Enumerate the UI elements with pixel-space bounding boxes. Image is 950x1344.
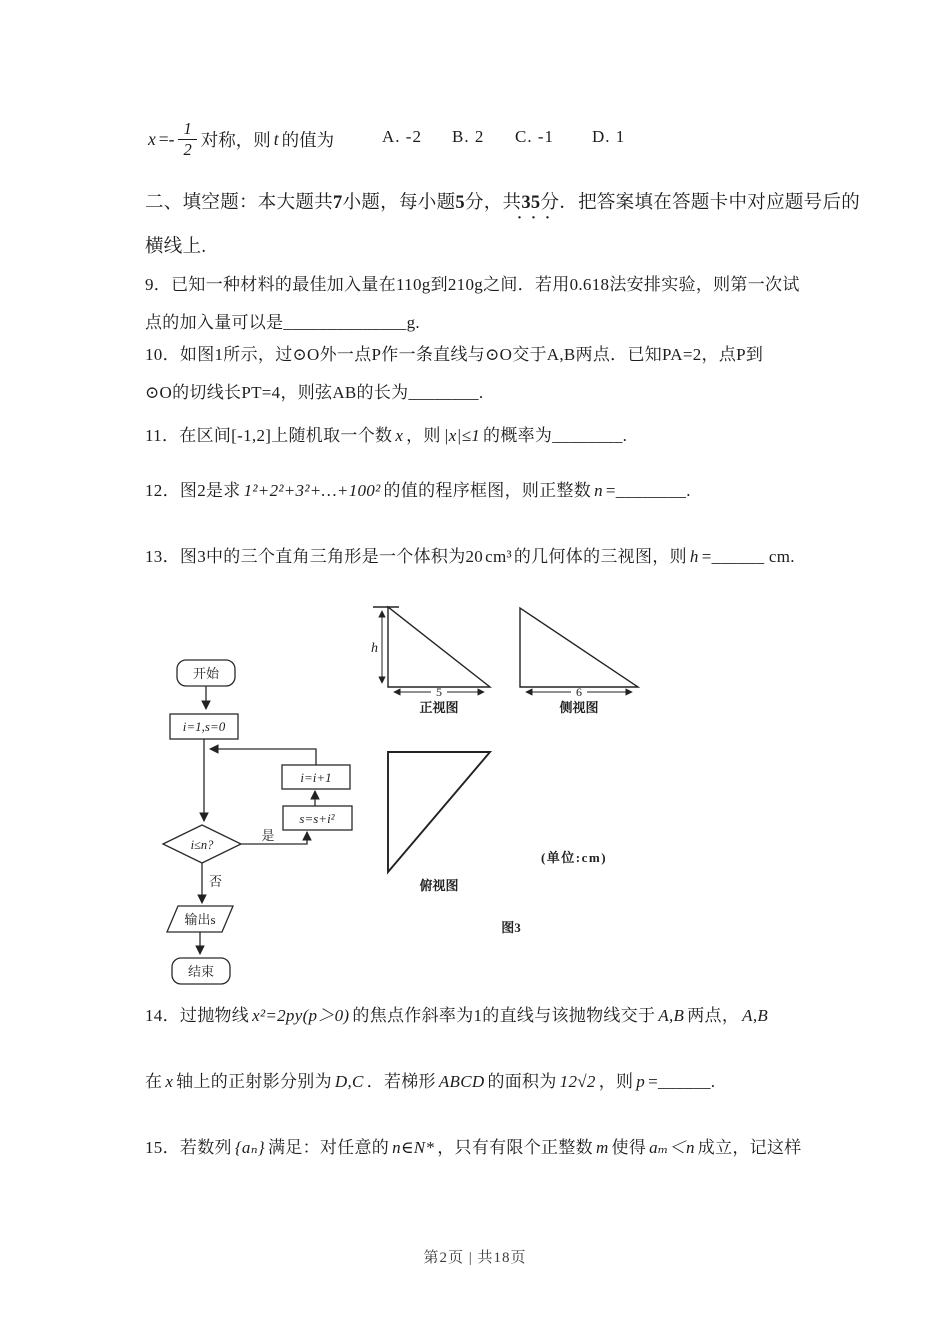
q15-text: 15．若数列 [145,1138,232,1157]
q13-text: 的几何体的三视图，则 [513,547,687,566]
q9-line2: 点的加入量可以是______________g. [145,313,420,332]
figure-3-views [373,607,638,872]
q14-trapezoid-abcd: ABCD [438,1072,485,1091]
fraction-numerator: 1 [183,119,192,139]
q8-option-d: D. 1 [592,127,626,146]
q14-line2 [145,1071,715,1092]
q14-var-p: p [636,1072,646,1091]
front-view-triangle [388,607,490,687]
q15-text: 使得 [611,1138,647,1157]
flow-start-label: 开始 [192,666,220,681]
q14-text: 的焦点作斜率为1的直线与该抛物线交于 [352,1006,656,1025]
top-view-label: 俯视图 [419,878,459,893]
flow-increment-label: i=i+1 [300,770,332,785]
q14-parabola-formula: x²=2py(p＞0) [252,1006,350,1025]
q11-text: ，则 [406,426,441,445]
side-view-label: 侧视图 [559,700,599,715]
page-footer: 第2页 | 共18页 [423,1250,527,1266]
q14-points-ab: A,B [658,1006,685,1025]
section-count: 7 [333,193,343,213]
q12-sum-formula: 1²+2²+3²+…+100² [243,481,381,500]
flow-output-label: 输出s [184,912,216,927]
q8-option-c: C. -1 [515,127,554,146]
section-heading-text: 分．把答案填在答题卡中对应题号后的 [540,193,861,213]
h-dimension-label: h [371,641,378,656]
flow-feedback-line [210,749,316,765]
section-heading-text: 二、填空题：本大题共 [145,193,334,213]
section-points-each: 5 [455,193,465,213]
flow-end-label: 结束 [187,964,215,979]
section-points-total: 35 [521,193,541,213]
q11-text: 11．在区间[-1,2]上随机取一个数 [145,426,393,445]
q8-var-t: t [273,128,279,149]
q15-var-m: m [595,1138,609,1157]
section-heading-text: 小题，每小题 [342,193,456,213]
q12-text: 12．图2是求 [145,481,241,500]
q14-text: 两点， [687,1006,740,1025]
q11-abs-x: |x|≤1 [443,426,481,445]
figure-3-caption: 图3 [501,920,521,935]
q12-text: =________. [605,481,691,500]
side-base-dimension: 6 [576,685,582,699]
q8-equals: =- [158,128,175,149]
q15-text: ，只有有限个正整数 [437,1138,593,1157]
q14-points-ab: A,B [742,1006,769,1025]
q14-text: 在 [145,1072,163,1091]
q15-n-in-nstar: n∈N* [392,1138,435,1157]
flow-yes-label: 是 [261,828,275,843]
front-view-label: 正视图 [419,700,459,715]
flow-condition-label: i≤n? [190,838,214,852]
q8-option-a: A. -2 [382,127,422,146]
flow-no-label: 否 [209,874,223,889]
q14-text: 14．过抛物线 [145,1006,250,1025]
q14-line1 [145,1005,771,1026]
q8-text-tail: 的值为 [281,129,335,150]
q12-text: 的值的程序框图，则正整数 [383,481,592,500]
q10-line1: 10．如图1所示，过⊙O外一点P作一条直线与⊙O交于A,B两点．已知PA=2，点P到 [145,345,764,364]
q11-var-x: x [395,426,404,445]
q15-sequence-an: {aₙ} [234,1138,265,1157]
flow-accumulate-label: s=s+i² [299,811,335,826]
emphasis-dots: ··· [517,210,560,226]
q14-text: =______. [648,1072,716,1091]
q8-line [145,110,334,168]
q14-text: ．若梯形 [366,1072,436,1091]
q13-unit: cm³ [485,547,512,566]
q14-text: 的面积为 [487,1072,557,1091]
section-heading-cont: 横线上. [145,237,207,257]
q12-line [145,480,691,501]
q15-text: 成立，记这样 [697,1138,802,1157]
q15-line [145,1137,802,1158]
q12-var-n: n [594,481,603,500]
q8-option-b: B. 2 [452,127,485,146]
side-view-triangle [520,608,638,687]
fraction-denominator: 2 [178,139,196,158]
unit-note: (单位:cm) [540,850,608,865]
q13-text: =______ cm. [701,547,795,566]
q9-line1: 9．已知一种材料的最佳加入量在110g到210g之间．若用0.618法安排实验，则第一次试 [145,275,800,294]
q14-text: 轴上的正射影分别为 [176,1072,332,1091]
q14-area-value: 12√2 [559,1072,596,1091]
section-heading-text: 分，共 [464,193,522,213]
top-view-triangle [388,752,490,872]
q14-var-x: x [165,1072,174,1091]
q11-line [145,425,627,446]
q13-text: 13．图3中的三个直角三角形是一个体积为20 [145,547,484,566]
q8-text: 对称，则 [200,129,271,150]
section-heading [145,192,860,215]
q15-inequality: aₘ＜n [649,1138,695,1157]
figures-2-and-3 [140,590,700,995]
q10-line2: ⊙O的切线长PT=4，则弦AB的长为________. [145,383,484,402]
fraction-one-half [178,120,196,158]
flow-init-label: i=1,s=0 [182,719,226,734]
q15-text: 满足：对任意的 [268,1138,390,1157]
q8-var-x: x [148,128,156,149]
q13-var-h: h [689,547,699,566]
q13-line [145,546,795,567]
q14-text: ，则 [598,1072,634,1091]
q11-text: 的概率为________. [483,426,628,445]
front-base-dimension: 5 [436,685,442,699]
q14-points-dc: D,C [334,1072,364,1091]
